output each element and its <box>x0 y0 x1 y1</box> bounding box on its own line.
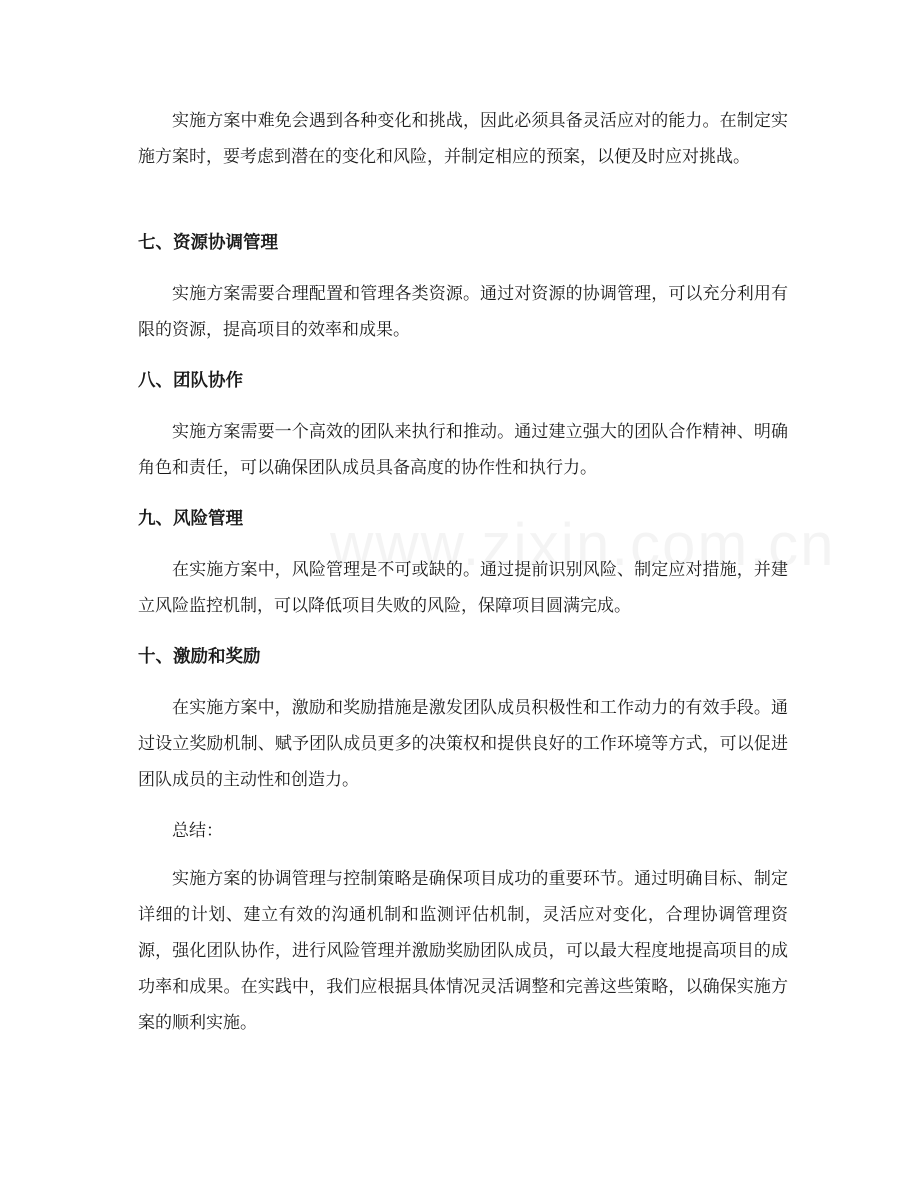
heading-incentives-rewards: 十、激励和奖励 <box>138 647 261 667</box>
paragraph-incentives-rewards: 在实施方案中，激励和奖励措施是激发团队成员积极性和工作动力的有效手段。通过设立奖励机制、赋予团队成员更多的决策权和提供良好的工作环境等方式，可以促进团队成员的主动性和创造力。 <box>138 698 788 790</box>
heading-resource-coordination: 七、资源协调管理 <box>138 233 278 253</box>
heading-risk-management: 九、风险管理 <box>138 509 243 529</box>
paragraph-team-collaboration: 实施方案需要一个高效的团队来执行和推动。通过建立强大的团队合作精神、明确角色和责任，可以确保团队成员具备高度的协作性和执行力。 <box>138 422 788 478</box>
paragraph-summary: 实施方案的协调管理与控制策略是确保项目成功的重要环节。通过明确目标、制定详细的计划、建立有效的沟通机制和监测评估机制，灵活应对变化，合理协调管理资源，强化团队协作，进行风险管理并激励奖励团队成员，可以最大程度地提高项目的成功率和成果。在实践中，我们应根据具体情况灵活调整和完善这些策略，以确保实施方案的顺利实施。 <box>138 869 788 1033</box>
paragraph-flexibility: 实施方案中难免会遇到各种变化和挑战，因此必须具备灵活应对的能力。在制定实施方案时，要考虑到潜在的变化和风险，并制定相应的预案，以便及时应对挑战。 <box>138 111 788 167</box>
paragraph-resource-coordination: 实施方案需要合理配置和管理各类资源。通过对资源的协调管理，可以充分利用有限的资源，提高项目的效率和成果。 <box>138 284 788 340</box>
heading-team-collaboration: 八、团队协作 <box>138 371 243 391</box>
paragraph-risk-management: 在实施方案中，风险管理是不可或缺的。通过提前识别风险、制定应对措施，并建立风险监控机制，可以降低项目失败的风险，保障项目圆满完成。 <box>138 560 788 616</box>
summary-label: 总结： <box>172 821 223 841</box>
